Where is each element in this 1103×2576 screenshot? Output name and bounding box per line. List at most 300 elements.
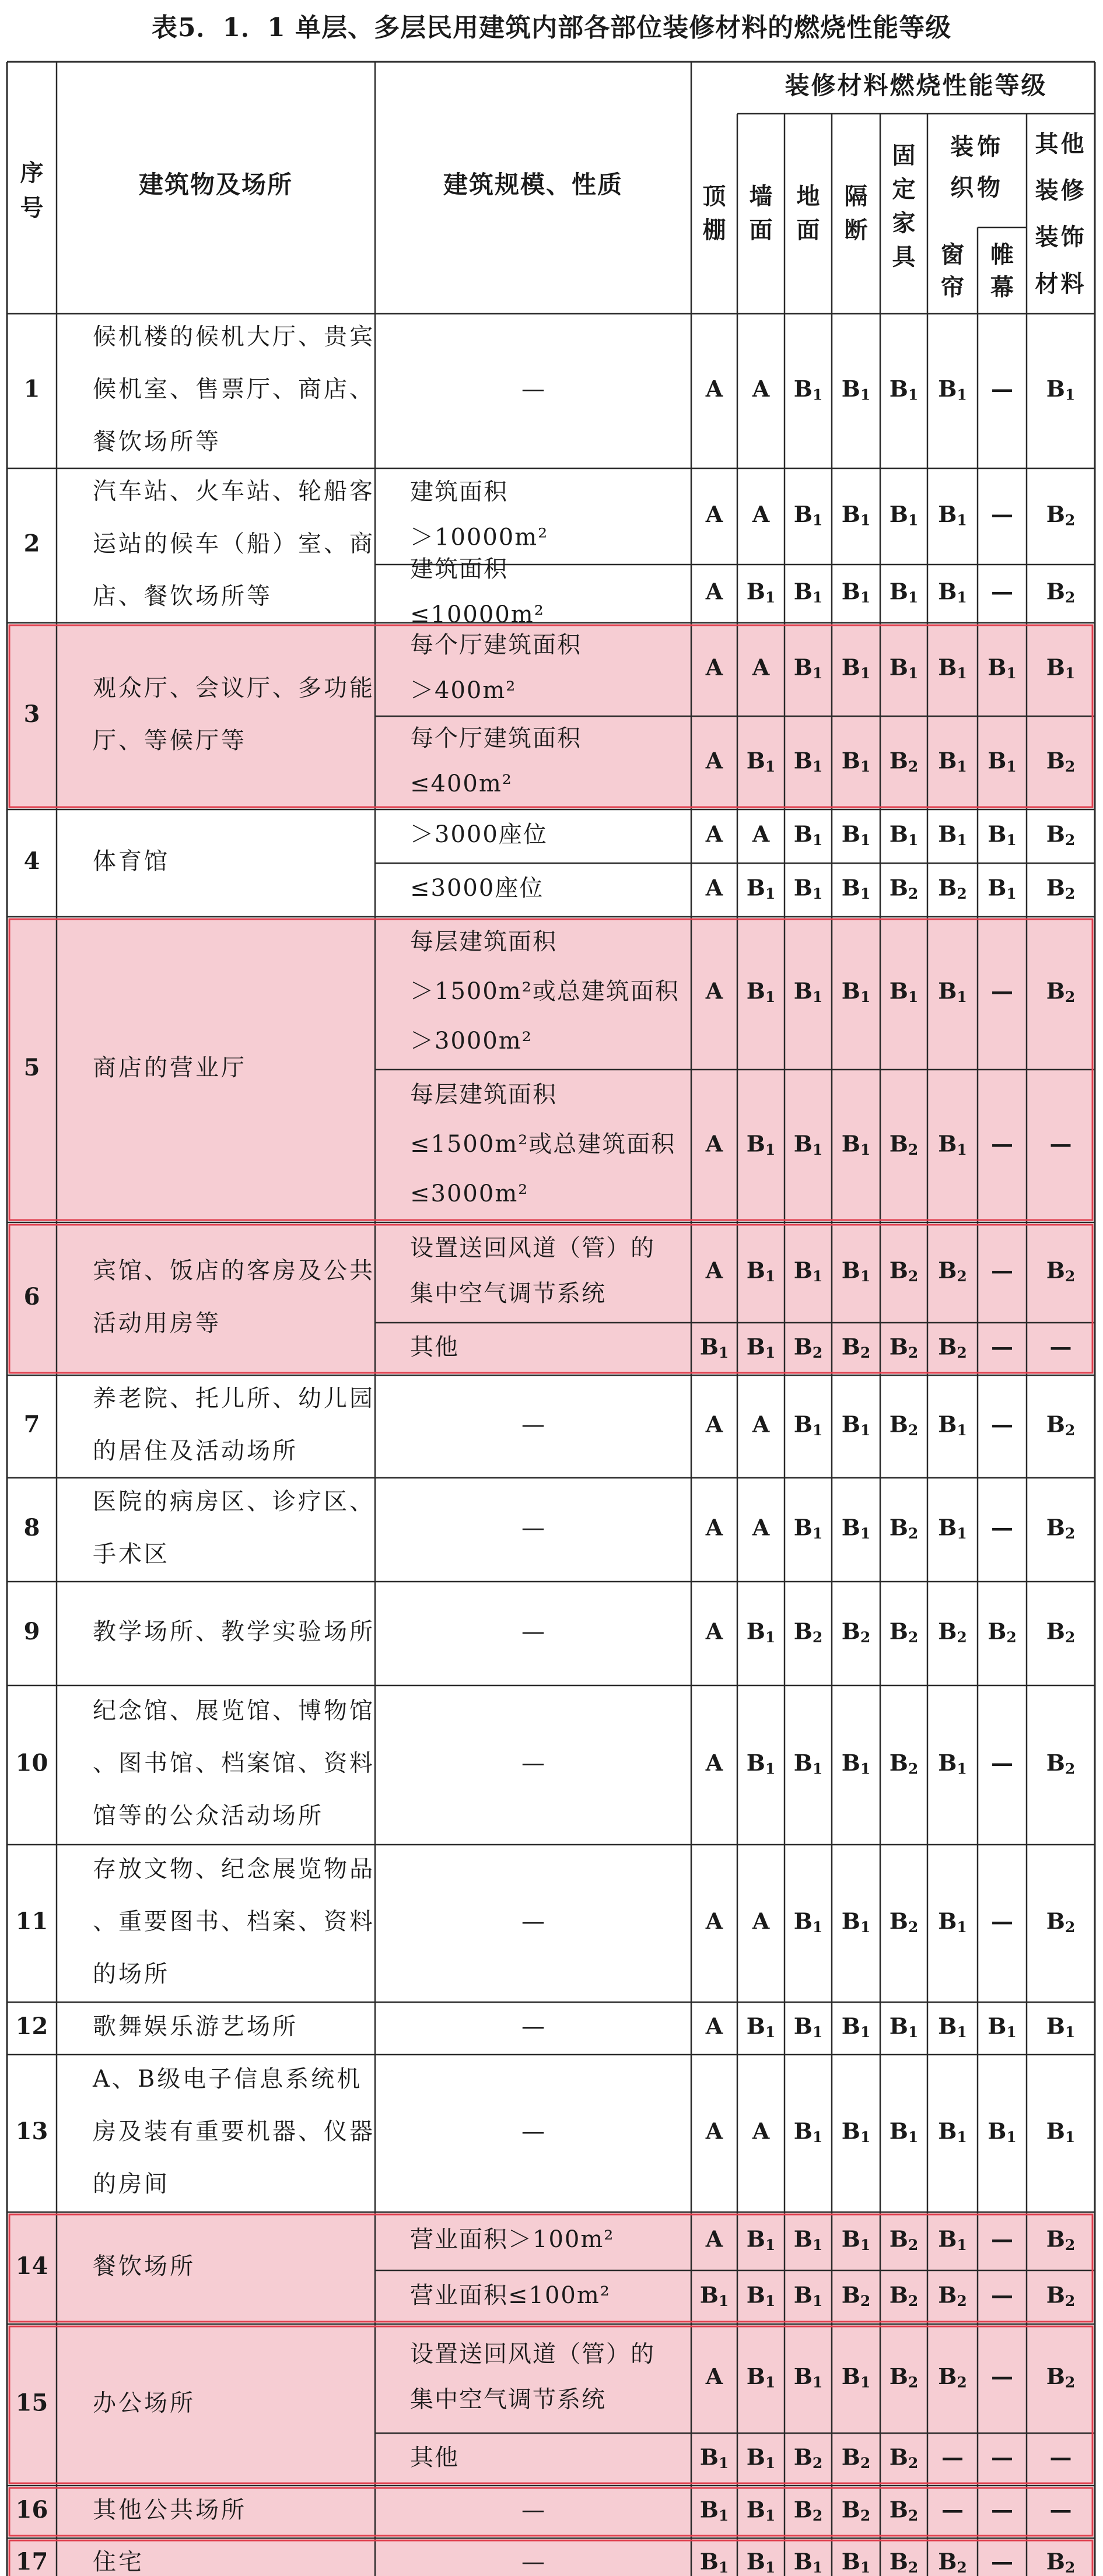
row-2-grade-1-2: $B_1$ bbox=[793, 578, 823, 606]
row-5-grade-0-7: $B_2$ bbox=[1046, 977, 1076, 1005]
row-13-no: 13 bbox=[15, 2118, 48, 2145]
row-12-grade-0-7: $B_1$ bbox=[1046, 2013, 1076, 2041]
row-10-name-0: 纪念馆、展览馆、博物馆 bbox=[93, 1697, 375, 1725]
row-15-grade-0-1: $B_1$ bbox=[746, 2363, 776, 2391]
row-9-grade-0-2: $B_2$ bbox=[793, 1618, 823, 1646]
row-8-grade-0-6: — bbox=[991, 1514, 1013, 1541]
header-group: 装修材料燃烧性能等级 bbox=[785, 71, 1048, 100]
row-14-scale-1-0: 营业面积≤100m² bbox=[410, 2282, 611, 2309]
row-5-scale-0-0: 每层建筑面积 bbox=[410, 928, 557, 955]
row-13-grade-0-3: $B_1$ bbox=[841, 2118, 871, 2146]
row-8-name-0: 医院的病房区、诊疗区、 bbox=[93, 1488, 375, 1515]
row-8-grade-0-4: $B_2$ bbox=[889, 1514, 919, 1542]
row-17-grade-0-6: — bbox=[991, 2548, 1013, 2575]
row-6-grade-0-6: — bbox=[991, 1257, 1013, 1284]
row-15-name-0: 办公场所 bbox=[93, 2389, 195, 2417]
row-3-grade-1-5: $B_1$ bbox=[938, 747, 967, 775]
header-col-3-1: 断 bbox=[844, 216, 868, 244]
row-7-no: 7 bbox=[23, 1411, 40, 1438]
row-4-grade-1-0: A bbox=[705, 874, 723, 901]
row-15-grade-0-6: — bbox=[991, 2363, 1013, 2389]
row-5-grade-1-4: $B_2$ bbox=[889, 1130, 919, 1158]
row-3-grade-0-0: A bbox=[705, 654, 723, 681]
row-7-grade-0-5: $B_1$ bbox=[938, 1411, 967, 1439]
row-16-grade-0-3: $B_2$ bbox=[841, 2496, 871, 2524]
header-col-3-0: 隔 bbox=[844, 183, 868, 210]
row-6-grade-1-3: $B_2$ bbox=[841, 1333, 871, 1361]
row-6-grade-1-1: $B_1$ bbox=[746, 1333, 776, 1361]
row-17-name-0: 住宅 bbox=[93, 2549, 144, 2575]
row-7-grade-0-7: $B_2$ bbox=[1046, 1411, 1076, 1439]
row-6-grade-1-2: $B_2$ bbox=[793, 1333, 823, 1361]
row-13-grade-0-7: $B_1$ bbox=[1046, 2118, 1076, 2146]
row-11-grade-0-1: A bbox=[752, 1908, 770, 1934]
row-2-scale-1-1: ≤10000m² bbox=[410, 601, 545, 628]
row-6-grade-0-3: $B_1$ bbox=[841, 1257, 871, 1285]
row-11-grade-0-7: $B_2$ bbox=[1046, 1908, 1076, 1936]
row-11-grade-0-4: $B_2$ bbox=[889, 1908, 919, 1936]
row-15-grade-1-3: $B_2$ bbox=[841, 2444, 871, 2472]
row-8-name-1: 手术区 bbox=[93, 1541, 170, 1568]
row-2-grade-0-1: A bbox=[752, 501, 770, 527]
row-5-scale-0-2: ＞3000m² bbox=[410, 1028, 533, 1054]
row-2-grade-0-7: $B_2$ bbox=[1046, 501, 1076, 528]
header-fabric-1: 装饰 bbox=[950, 133, 1004, 160]
row-15-grade-0-2: $B_1$ bbox=[793, 2363, 823, 2391]
row-6-scale-0-0: 设置送回风道（管）的 bbox=[410, 1235, 655, 1261]
row-1-grade-0-3: $B_1$ bbox=[841, 376, 871, 403]
row-9-grade-0-5: $B_2$ bbox=[938, 1618, 967, 1646]
row-11-grade-0-3: $B_1$ bbox=[841, 1908, 871, 1936]
row-5-grade-0-4: $B_1$ bbox=[889, 977, 919, 1005]
row-8-grade-0-5: $B_1$ bbox=[938, 1514, 967, 1542]
row-6-grade-0-2: $B_1$ bbox=[793, 1257, 823, 1285]
row-6-grade-0-0: A bbox=[705, 1257, 723, 1284]
row-2-grade-0-0: A bbox=[705, 501, 723, 527]
row-15-grade-0-5: $B_2$ bbox=[938, 2363, 967, 2391]
row-2-scale-1-0: 建筑面积 bbox=[410, 556, 508, 583]
row-4-grade-1-2: $B_1$ bbox=[793, 874, 823, 902]
row-1-no: 1 bbox=[23, 375, 40, 403]
row-2-grade-1-3: $B_1$ bbox=[841, 578, 871, 606]
row-14-grade-0-3: $B_1$ bbox=[841, 2225, 871, 2253]
row-10-grade-0-3: $B_1$ bbox=[841, 1750, 871, 1777]
row-17-grade-0-0: $B_1$ bbox=[699, 2548, 729, 2576]
row-8-scale: — bbox=[521, 1515, 545, 1541]
row-1-name-0: 候机楼的候机大厅、贵宾 bbox=[93, 323, 375, 351]
row-16-grade-0-5: — bbox=[941, 2496, 964, 2523]
row-8-grade-0-2: $B_1$ bbox=[793, 1514, 823, 1542]
row-4-grade-1-4: $B_2$ bbox=[889, 874, 919, 902]
row-15-no: 15 bbox=[15, 2389, 48, 2417]
row-14-grade-1-1: $B_1$ bbox=[746, 2281, 776, 2309]
row-1-grade-0-7: $B_1$ bbox=[1046, 376, 1076, 403]
header-curtain-1: 帘 bbox=[941, 274, 964, 301]
row-5-grade-1-5: $B_1$ bbox=[938, 1130, 967, 1158]
row-13-name-0: A、B级电子信息系统机 bbox=[93, 2066, 363, 2093]
row-16-grade-0-4: $B_2$ bbox=[889, 2496, 919, 2524]
header-other-0: 其他 bbox=[1035, 130, 1087, 157]
row-14-grade-0-5: $B_1$ bbox=[938, 2225, 967, 2253]
row-5-scale-0-1: ＞1500m²或总建筑面积 bbox=[410, 978, 680, 1005]
row-11-grade-0-0: A bbox=[705, 1908, 723, 1934]
row-5-name-0: 商店的营业厅 bbox=[93, 1054, 247, 1081]
row-12-grade-0-4: $B_1$ bbox=[889, 2013, 919, 2041]
row-9-name-0: 教学场所、教学实验场所 bbox=[93, 1618, 375, 1645]
row-15-grade-0-0: A bbox=[705, 2363, 723, 2389]
row-9-grade-0-1: $B_1$ bbox=[746, 1618, 776, 1646]
row-5-grade-1-7: — bbox=[1049, 1130, 1072, 1157]
row-12-scale: — bbox=[521, 2013, 545, 2040]
header-col-1-1: 面 bbox=[749, 216, 773, 244]
row-15-scale-1-0: 其他 bbox=[410, 2444, 459, 2471]
header-col-0-0: 顶 bbox=[702, 183, 726, 210]
row-11-name-1: 、重要图书、档案、资料 bbox=[93, 1908, 375, 1935]
row-3-grade-0-4: $B_1$ bbox=[889, 654, 919, 682]
row-17-grade-0-3: $B_1$ bbox=[841, 2548, 871, 2576]
row-3-grade-0-6: $B_1$ bbox=[988, 654, 1017, 682]
row-5-grade-1-1: $B_1$ bbox=[746, 1130, 776, 1158]
header-furniture-2: 家 bbox=[892, 209, 916, 237]
row-3-grade-0-1: A bbox=[752, 654, 770, 681]
header-furniture-0: 固 bbox=[892, 142, 916, 169]
row-6-scale-1-0: 其他 bbox=[410, 1334, 459, 1361]
row-14-grade-1-2: $B_1$ bbox=[793, 2281, 823, 2309]
row-5-scale-1-2: ≤3000m² bbox=[410, 1180, 529, 1207]
row-8-grade-0-7: $B_2$ bbox=[1046, 1514, 1076, 1542]
row-6-name-0: 宾馆、饭店的客房及公共 bbox=[93, 1257, 375, 1284]
row-10-scale: — bbox=[521, 1750, 545, 1777]
header-other-3: 材料 bbox=[1035, 270, 1087, 297]
row-5-grade-0-3: $B_1$ bbox=[841, 977, 871, 1005]
row-2-grade-1-0: A bbox=[705, 578, 723, 605]
row-4-no: 4 bbox=[23, 847, 40, 875]
row-5-grade-1-3: $B_1$ bbox=[841, 1130, 871, 1158]
row-6-name-1: 活动用房等 bbox=[93, 1310, 221, 1337]
row-2-grade-1-6: — bbox=[991, 578, 1013, 605]
row-6-grade-1-0: $B_1$ bbox=[699, 1333, 729, 1361]
row-7-name-0: 养老院、托儿所、幼儿园 bbox=[93, 1385, 375, 1412]
row-15-scale-0-0: 设置送回风道（管）的 bbox=[410, 2340, 655, 2368]
row-3-grade-0-5: $B_1$ bbox=[938, 654, 967, 682]
row-3-scale-1-1: ≤400m² bbox=[410, 770, 513, 797]
header-drape-0: 帷 bbox=[990, 241, 1014, 268]
row-3-grade-1-0: A bbox=[705, 747, 723, 774]
row-13-grade-0-1: A bbox=[752, 2118, 770, 2144]
row-6-scale-0-1: 集中空气调节系统 bbox=[410, 1280, 606, 1307]
header-fabric-2: 织物 bbox=[950, 174, 1004, 201]
row-14-grade-1-3: $B_2$ bbox=[841, 2281, 871, 2309]
row-2-name-2: 店、餐饮场所等 bbox=[93, 583, 272, 610]
row-11-grade-0-2: $B_1$ bbox=[793, 1908, 823, 1936]
row-11-no: 11 bbox=[15, 1908, 48, 1935]
row-12-name-0: 歌舞娱乐游艺场所 bbox=[93, 2013, 298, 2040]
row-4-grade-0-3: $B_1$ bbox=[841, 821, 871, 849]
row-2-scale-0-1: ＞10000m² bbox=[410, 524, 549, 551]
row-6-grade-1-4: $B_2$ bbox=[889, 1333, 919, 1361]
row-12-grade-0-6: $B_1$ bbox=[988, 2013, 1017, 2041]
header-other-2: 装饰 bbox=[1035, 223, 1087, 251]
row-4-grade-1-1: $B_1$ bbox=[746, 874, 776, 902]
row-1-name-1: 候机室、售票厅、商店、 bbox=[93, 376, 375, 403]
header-seq-2: 号 bbox=[20, 194, 44, 222]
row-17-grade-0-5: $B_2$ bbox=[938, 2548, 967, 2576]
row-3-no: 3 bbox=[23, 700, 40, 728]
header-building: 建筑物及场所 bbox=[138, 170, 293, 199]
row-6-grade-1-6: — bbox=[991, 1333, 1013, 1360]
row-10-grade-0-5: $B_1$ bbox=[938, 1750, 967, 1777]
row-11-grade-0-5: $B_1$ bbox=[938, 1908, 967, 1936]
row-3-grade-1-2: $B_1$ bbox=[793, 747, 823, 775]
row-7-grade-0-0: A bbox=[705, 1411, 723, 1438]
row-14-name-0: 餐饮场所 bbox=[93, 2253, 195, 2280]
row-4-scale-0-0: ＞3000座位 bbox=[410, 821, 548, 848]
row-4-grade-1-7: $B_2$ bbox=[1046, 874, 1076, 902]
row-2-grade-1-4: $B_1$ bbox=[889, 578, 919, 606]
row-3-name-0: 观众厅、会议厅、多功能 bbox=[93, 675, 375, 702]
row-12-no: 12 bbox=[15, 2013, 48, 2040]
row-3-grade-1-3: $B_1$ bbox=[841, 747, 871, 775]
row-17-scale: — bbox=[521, 2549, 545, 2575]
row-3-name-1: 厅、等候厅等 bbox=[93, 727, 247, 754]
row-6-grade-0-5: $B_2$ bbox=[938, 1257, 967, 1285]
row-12-grade-0-0: A bbox=[705, 2013, 723, 2039]
row-4-grade-0-1: A bbox=[752, 821, 770, 847]
row-14-grade-0-4: $B_2$ bbox=[889, 2225, 919, 2253]
row-9-grade-0-3: $B_2$ bbox=[841, 1618, 871, 1646]
row-4-grade-0-5: $B_1$ bbox=[938, 821, 967, 849]
row-6-grade-1-7: — bbox=[1049, 1333, 1072, 1360]
row-4-grade-0-7: $B_2$ bbox=[1046, 821, 1076, 849]
row-17-grade-0-1: $B_1$ bbox=[746, 2548, 776, 2576]
header-col-0-1: 棚 bbox=[702, 216, 726, 244]
row-16-grade-0-2: $B_2$ bbox=[793, 2496, 823, 2524]
row-4-grade-1-5: $B_2$ bbox=[938, 874, 967, 902]
row-17-grade-0-4: $B_2$ bbox=[889, 2548, 919, 2576]
row-3-grade-0-7: $B_1$ bbox=[1046, 654, 1076, 682]
row-4-grade-0-2: $B_1$ bbox=[793, 821, 823, 849]
row-3-scale-1-0: 每个厅建筑面积 bbox=[410, 725, 582, 752]
row-10-grade-0-4: $B_2$ bbox=[889, 1750, 919, 1777]
row-15-grade-1-4: $B_2$ bbox=[889, 2444, 919, 2472]
row-5-scale-1-0: 每层建筑面积 bbox=[410, 1081, 557, 1108]
row-8-no: 8 bbox=[23, 1514, 40, 1541]
row-8-grade-0-0: A bbox=[705, 1514, 723, 1541]
row-2-grade-0-4: $B_1$ bbox=[889, 501, 919, 528]
row-14-grade-1-7: $B_2$ bbox=[1046, 2281, 1076, 2309]
row-10-grade-0-2: $B_1$ bbox=[793, 1750, 823, 1777]
row-3-grade-0-3: $B_1$ bbox=[841, 654, 871, 682]
row-2-no: 2 bbox=[23, 530, 40, 558]
row-4-scale-1-0: ≤3000座位 bbox=[410, 875, 544, 902]
row-1-grade-0-1: A bbox=[752, 376, 770, 402]
header-col-1-0: 墙 bbox=[749, 183, 773, 210]
header-curtain-0: 窗 bbox=[941, 241, 964, 268]
row-15-grade-0-4: $B_2$ bbox=[889, 2363, 919, 2391]
row-17-grade-0-2: $B_1$ bbox=[793, 2548, 823, 2576]
row-1-grade-0-5: $B_1$ bbox=[938, 376, 967, 403]
row-3-scale-0-0: 每个厅建筑面积 bbox=[410, 632, 582, 658]
row-4-name-0: 体育馆 bbox=[93, 848, 170, 875]
row-5-no: 5 bbox=[23, 1054, 40, 1081]
row-16-grade-0-1: $B_1$ bbox=[746, 2496, 776, 2524]
row-1-grade-0-4: $B_1$ bbox=[889, 376, 919, 403]
row-14-scale-0-0: 营业面积＞100m² bbox=[410, 2226, 615, 2253]
row-12-grade-0-1: $B_1$ bbox=[746, 2013, 776, 2041]
row-5-grade-0-1: $B_1$ bbox=[746, 977, 776, 1005]
row-14-grade-1-4: $B_2$ bbox=[889, 2281, 919, 2309]
row-14-grade-1-5: $B_2$ bbox=[938, 2281, 967, 2309]
row-10-grade-0-1: $B_1$ bbox=[746, 1750, 776, 1777]
row-8-grade-0-1: A bbox=[752, 1514, 770, 1541]
row-14-no: 14 bbox=[15, 2252, 48, 2280]
row-5-grade-1-2: $B_1$ bbox=[793, 1130, 823, 1158]
row-13-grade-0-5: $B_1$ bbox=[938, 2118, 967, 2146]
row-2-name-1: 运站的候车（船）室、商 bbox=[93, 530, 375, 558]
row-15-grade-1-0: $B_1$ bbox=[699, 2444, 729, 2472]
row-2-grade-0-6: — bbox=[991, 501, 1013, 527]
row-11-scale: — bbox=[521, 1908, 545, 1935]
row-5-grade-0-2: $B_1$ bbox=[793, 977, 823, 1005]
row-9-grade-0-7: $B_2$ bbox=[1046, 1618, 1076, 1646]
row-14-grade-1-6: — bbox=[991, 2281, 1013, 2308]
row-2-grade-0-2: $B_1$ bbox=[793, 501, 823, 528]
row-6-grade-0-7: $B_2$ bbox=[1046, 1257, 1076, 1285]
row-9-no: 9 bbox=[23, 1618, 40, 1645]
row-1-name-2: 餐饮场所等 bbox=[93, 428, 221, 455]
row-9-scale: — bbox=[521, 1618, 545, 1645]
row-1-grade-0-2: $B_1$ bbox=[793, 376, 823, 403]
highlight-box-row-17 bbox=[9, 2540, 1093, 2576]
row-5-grade-0-0: A bbox=[705, 977, 723, 1004]
row-4-grade-0-0: A bbox=[705, 821, 723, 847]
header-seq-1: 序 bbox=[20, 159, 44, 187]
row-10-name-2: 馆等的公众活动场所 bbox=[93, 1802, 324, 1830]
row-2-grade-0-3: $B_1$ bbox=[841, 501, 871, 528]
row-14-grade-0-1: $B_1$ bbox=[746, 2225, 776, 2253]
header-furniture-3: 具 bbox=[892, 243, 916, 271]
row-7-grade-0-2: $B_1$ bbox=[793, 1411, 823, 1439]
row-4-grade-1-3: $B_1$ bbox=[841, 874, 871, 902]
row-16-no: 16 bbox=[15, 2496, 48, 2524]
row-15-grade-0-7: $B_2$ bbox=[1046, 2363, 1076, 2391]
row-3-grade-1-4: $B_2$ bbox=[889, 747, 919, 775]
header-drape-1: 幕 bbox=[990, 274, 1014, 301]
row-16-grade-0-0: $B_1$ bbox=[699, 2496, 729, 2524]
row-8-grade-0-3: $B_1$ bbox=[841, 1514, 871, 1542]
row-2-name-0: 汽车站、火车站、轮船客 bbox=[93, 478, 375, 505]
row-3-grade-1-7: $B_2$ bbox=[1046, 747, 1076, 775]
header-scale: 建筑规模、性质 bbox=[443, 170, 624, 199]
row-6-grade-1-5: $B_2$ bbox=[938, 1333, 967, 1361]
row-3-grade-0-2: $B_1$ bbox=[793, 654, 823, 682]
row-5-grade-1-0: A bbox=[705, 1130, 723, 1157]
row-14-grade-0-6: — bbox=[991, 2225, 1013, 2252]
row-6-no: 6 bbox=[23, 1283, 40, 1310]
row-6-grade-0-4: $B_2$ bbox=[889, 1257, 919, 1285]
row-11-name-2: 的场所 bbox=[93, 1961, 170, 1988]
row-2-scale-0-0: 建筑面积 bbox=[410, 478, 508, 506]
row-12-grade-0-5: $B_1$ bbox=[938, 2013, 967, 2041]
row-9-grade-0-6: $B_2$ bbox=[988, 1618, 1017, 1646]
row-2-grade-0-5: $B_1$ bbox=[938, 501, 967, 528]
row-15-grade-1-1: $B_1$ bbox=[746, 2444, 776, 2472]
row-5-grade-0-6: — bbox=[991, 977, 1013, 1004]
row-13-name-2: 的房间 bbox=[93, 2171, 170, 2198]
row-13-name-1: 房及装有重要机器、仪器 bbox=[93, 2118, 375, 2145]
row-4-grade-0-6: $B_1$ bbox=[988, 821, 1017, 849]
row-13-grade-0-2: $B_1$ bbox=[793, 2118, 823, 2146]
row-1-scale: — bbox=[521, 376, 545, 403]
row-15-grade-1-2: $B_2$ bbox=[793, 2444, 823, 2472]
row-10-grade-0-6: — bbox=[991, 1750, 1013, 1776]
row-12-grade-0-2: $B_1$ bbox=[793, 2013, 823, 2041]
row-13-grade-0-6: $B_1$ bbox=[988, 2118, 1017, 2146]
row-14-grade-1-0: $B_1$ bbox=[699, 2281, 729, 2309]
row-10-name-1: 、图书馆、档案馆、资料 bbox=[93, 1750, 375, 1777]
header-furniture-1: 定 bbox=[892, 176, 916, 203]
table-title: 表5．1．1 单层、多层民用建筑内部各部位装修材料的燃烧性能等级 bbox=[151, 13, 952, 43]
row-15-grade-1-7: — bbox=[1049, 2444, 1072, 2470]
row-17-grade-0-7: $B_2$ bbox=[1046, 2548, 1076, 2576]
row-5-grade-0-5: $B_1$ bbox=[938, 977, 967, 1005]
row-7-grade-0-6: — bbox=[991, 1411, 1013, 1438]
row-14-grade-0-0: A bbox=[705, 2225, 723, 2252]
row-10-grade-0-0: A bbox=[705, 1750, 723, 1776]
row-2-grade-1-1: $B_1$ bbox=[746, 578, 776, 606]
row-13-grade-0-4: $B_1$ bbox=[889, 2118, 919, 2146]
row-14-grade-0-7: $B_2$ bbox=[1046, 2225, 1076, 2253]
row-16-grade-0-6: — bbox=[991, 2496, 1013, 2523]
header-other-1: 装修 bbox=[1035, 177, 1087, 204]
header-col-2-1: 面 bbox=[796, 216, 820, 244]
row-16-name-0: 其他公共场所 bbox=[93, 2497, 247, 2524]
row-13-scale: — bbox=[521, 2118, 545, 2145]
row-1-grade-0-0: A bbox=[705, 376, 723, 402]
row-13-grade-0-0: A bbox=[705, 2118, 723, 2144]
row-10-no: 10 bbox=[15, 1749, 48, 1777]
row-3-grade-1-6: $B_1$ bbox=[988, 747, 1017, 775]
row-3-grade-1-1: $B_1$ bbox=[746, 747, 776, 775]
row-1-grade-0-6: — bbox=[991, 376, 1013, 402]
row-3-scale-0-1: ＞400m² bbox=[410, 677, 517, 704]
row-16-grade-0-7: — bbox=[1049, 2496, 1072, 2523]
row-7-grade-0-4: $B_2$ bbox=[889, 1411, 919, 1439]
row-4-grade-0-4: $B_1$ bbox=[889, 821, 919, 849]
row-14-grade-0-2: $B_1$ bbox=[793, 2225, 823, 2253]
row-5-grade-1-6: — bbox=[991, 1130, 1013, 1157]
row-7-scale: — bbox=[521, 1411, 545, 1438]
row-16-scale: — bbox=[521, 2497, 545, 2524]
row-9-grade-0-4: $B_2$ bbox=[889, 1618, 919, 1646]
row-11-name-0: 存放文物、纪念展览物品 bbox=[93, 1856, 375, 1883]
row-2-grade-1-7: $B_2$ bbox=[1046, 578, 1076, 606]
row-15-grade-1-5: — bbox=[941, 2444, 964, 2470]
row-15-grade-0-3: $B_1$ bbox=[841, 2363, 871, 2391]
row-7-grade-0-1: A bbox=[752, 1411, 770, 1438]
row-11-grade-0-6: — bbox=[991, 1908, 1013, 1934]
row-2-grade-1-5: $B_1$ bbox=[938, 578, 967, 606]
header-col-2-0: 地 bbox=[796, 183, 820, 210]
row-15-grade-1-6: — bbox=[991, 2444, 1013, 2470]
row-7-name-1: 的居住及活动场所 bbox=[93, 1438, 298, 1464]
row-5-scale-1-1: ≤1500m²或总建筑面积 bbox=[410, 1131, 676, 1158]
row-6-grade-0-1: $B_1$ bbox=[746, 1257, 776, 1285]
row-10-grade-0-7: $B_2$ bbox=[1046, 1750, 1076, 1777]
row-15-scale-0-1: 集中空气调节系统 bbox=[410, 2386, 606, 2413]
row-17-no: 17 bbox=[15, 2548, 48, 2575]
row-9-grade-0-0: A bbox=[705, 1618, 723, 1645]
